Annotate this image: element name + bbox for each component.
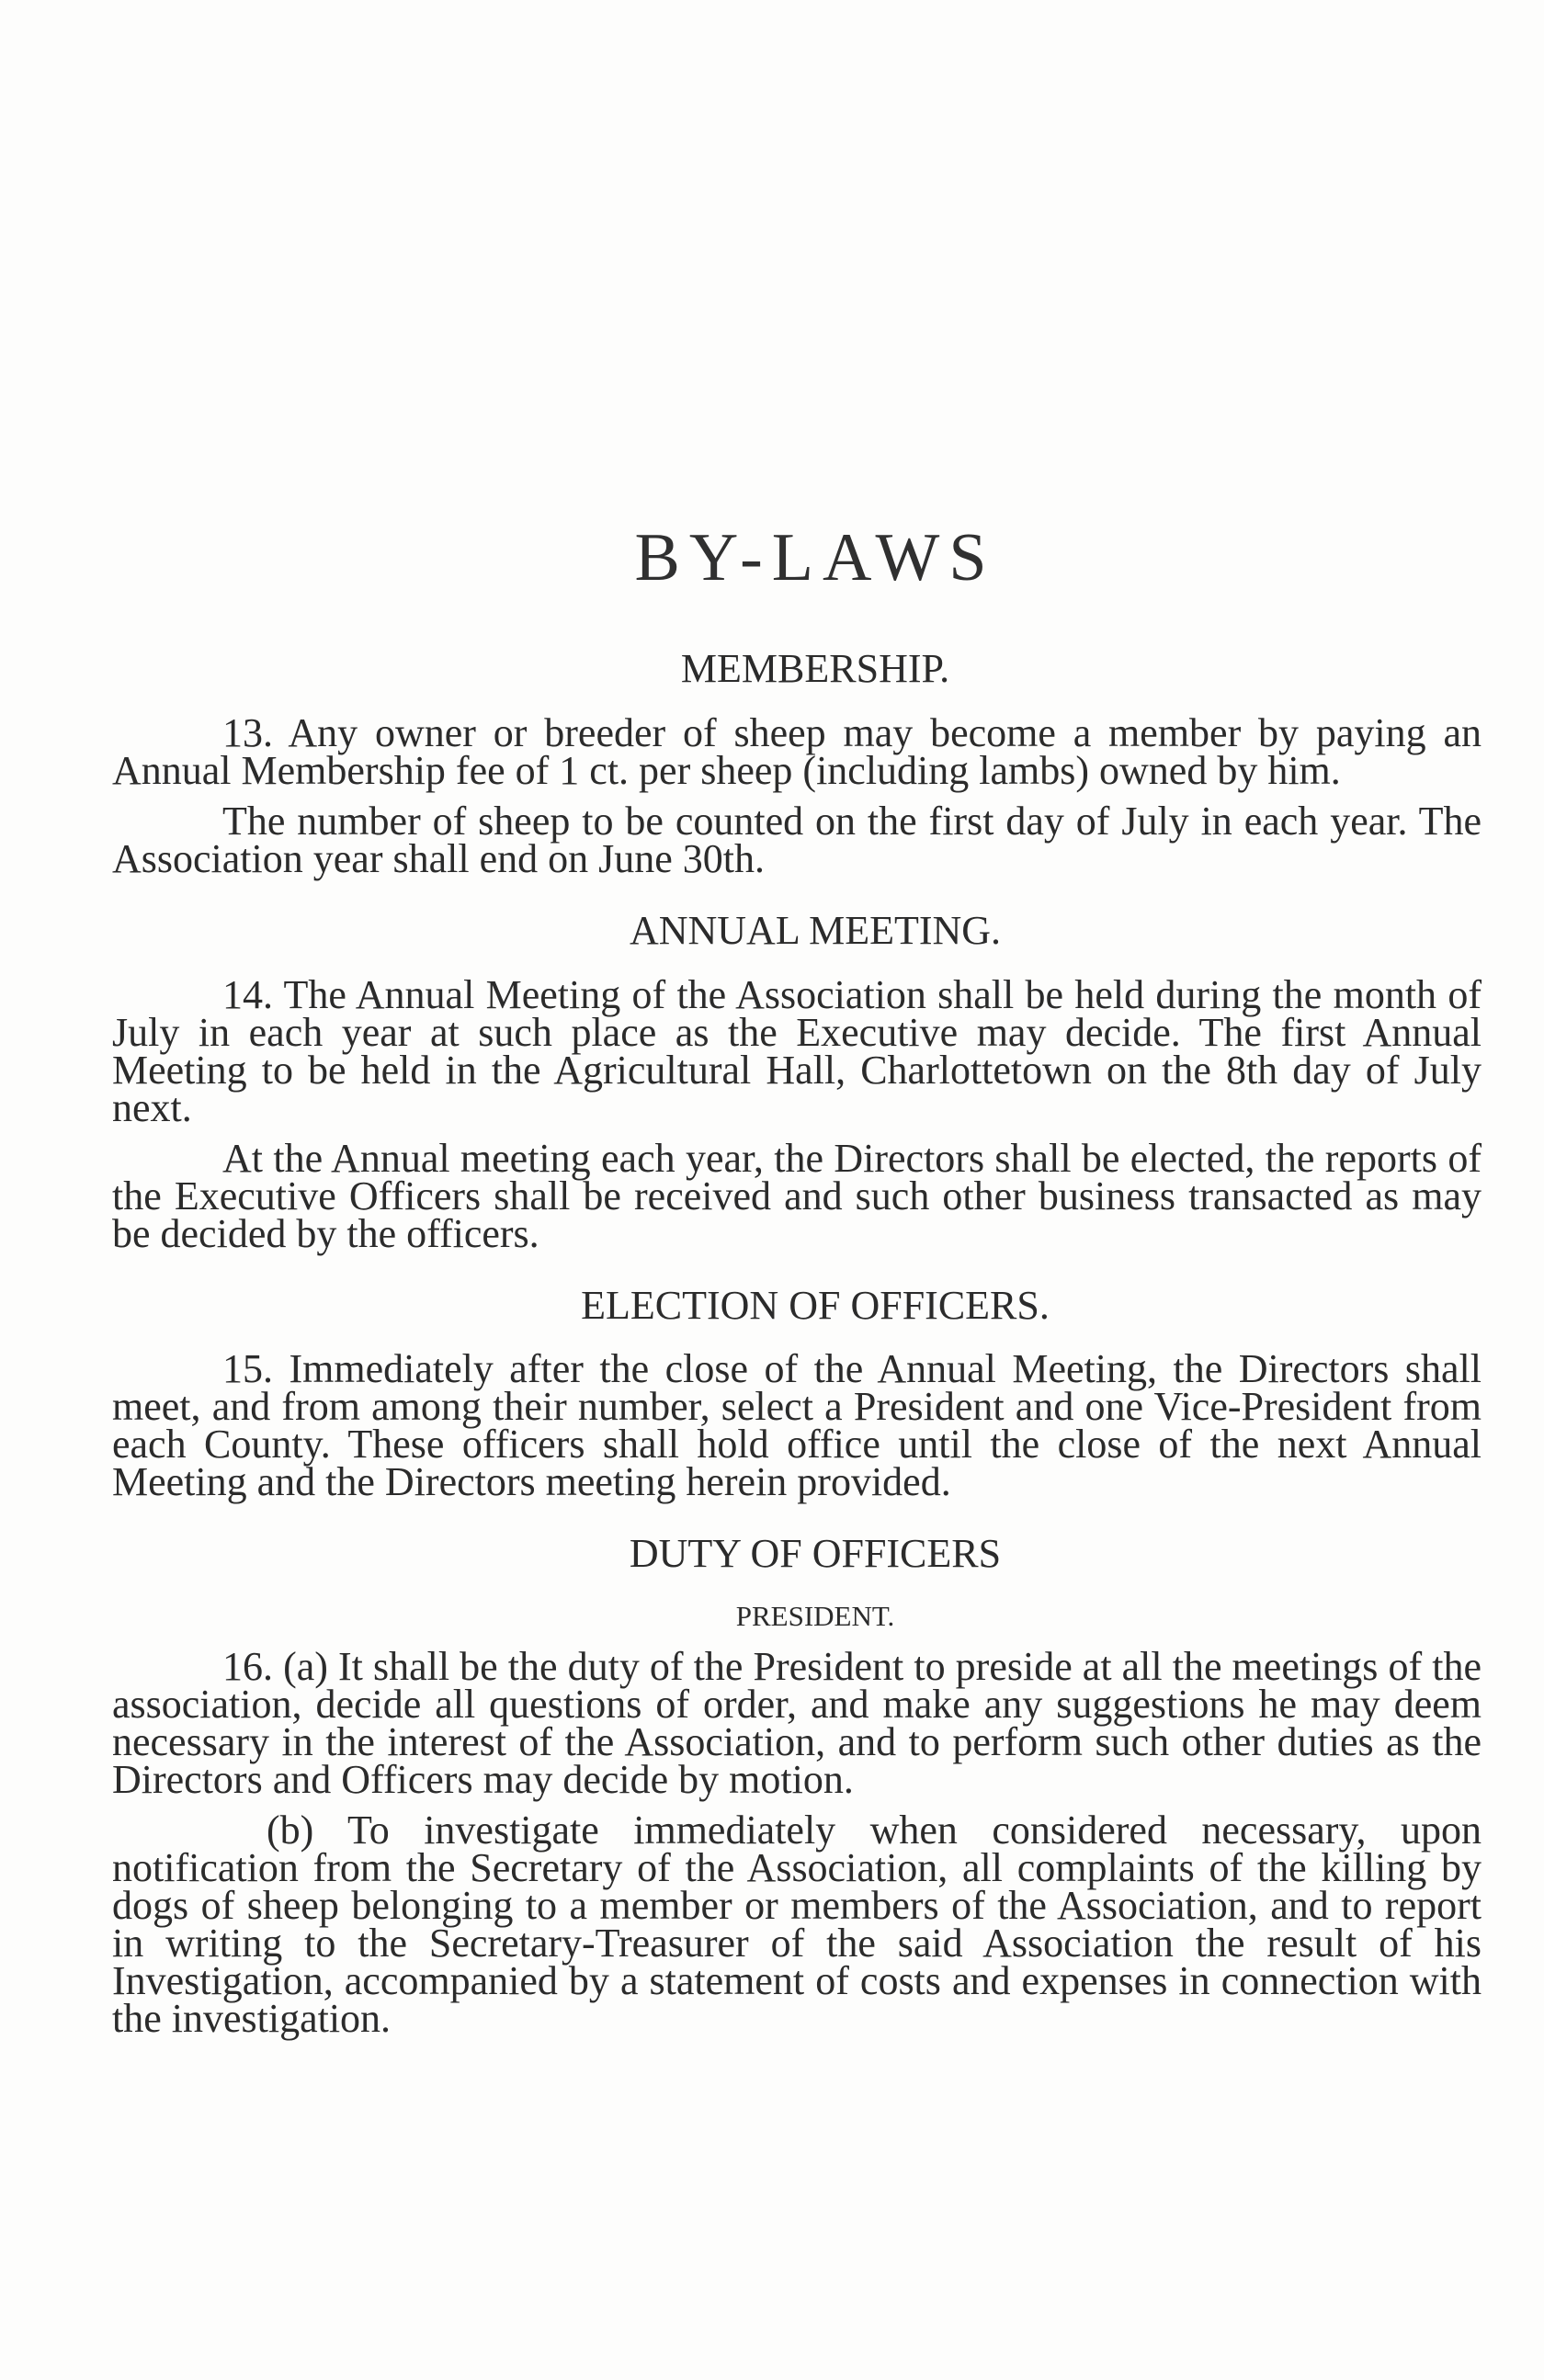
section-subheading: PRESIDENT.	[735, 1600, 895, 1633]
paragraph: 14. The Annual Meeting of the Association shall be held during the month of July in each year at such place as the Executive may decide. The first Annual Meeting to be held in the Agricultural Hall, Charlottetown on the 8th day of July next.	[112, 971, 1482, 1130]
section-membership	[112, 645, 1482, 881]
section-heading: DUTY OF OFFICERS	[629, 1531, 1002, 1577]
page-title: BY-LAWS	[634, 520, 996, 595]
section-election-of-officers	[112, 1282, 1482, 1505]
section-duty-of-officers	[112, 1530, 1482, 2042]
section-heading: ELECTION OF OFFICERS.	[581, 1282, 1050, 1328]
paragraph: 15. Immediately after the close of the Annual Meeting, the Directors shall meet, and from among their number, select a President and one Vice-President from each County. These officers shall hold office until the close of the next Annual Meeting and the Directors meeting herein provided.	[112, 1346, 1482, 1505]
section-heading: ANNUAL MEETING.	[629, 907, 1002, 953]
paragraph: 13. Any owner or breeder of sheep may become a member by paying an Annual Membership fee of 1 ct. per sheep (including lambs) owned by him.	[112, 709, 1482, 793]
paragraph: The number of sheep to be counted on the first day of July in each year. The Association year shall end on June 30th.	[112, 798, 1482, 881]
paragraph: (b) To investigate immediately when considered necessary, upon notification from the Secretary of the Association, all complaints of the killing by dogs of sheep belonging to a member or members of the Association, and to report in writing to the Secretary-Treasurer of the said Association the result of his Investigation, accompanied by a statement of costs and expenses in connection with the investigation.	[112, 1808, 1482, 2042]
paragraph: At the Annual meeting each year, the Directors shall be elected, the reports of the Executive Officers shall be received and such other business transacted as may be decided by the officers.	[112, 1135, 1482, 1256]
paragraph: 16. (a) It shall be the duty of the President to preside at all the meetings of the association, decide all questions of order, and make any suggestions he may deem necessary in the interest of the Association, and to perform such other duties as the Directors and Officers may decide by motion.	[112, 1644, 1482, 1803]
document-body	[112, 520, 1482, 2050]
section-heading: MEMBERSHIP.	[680, 646, 950, 691]
section-annual-meeting	[112, 907, 1482, 1256]
